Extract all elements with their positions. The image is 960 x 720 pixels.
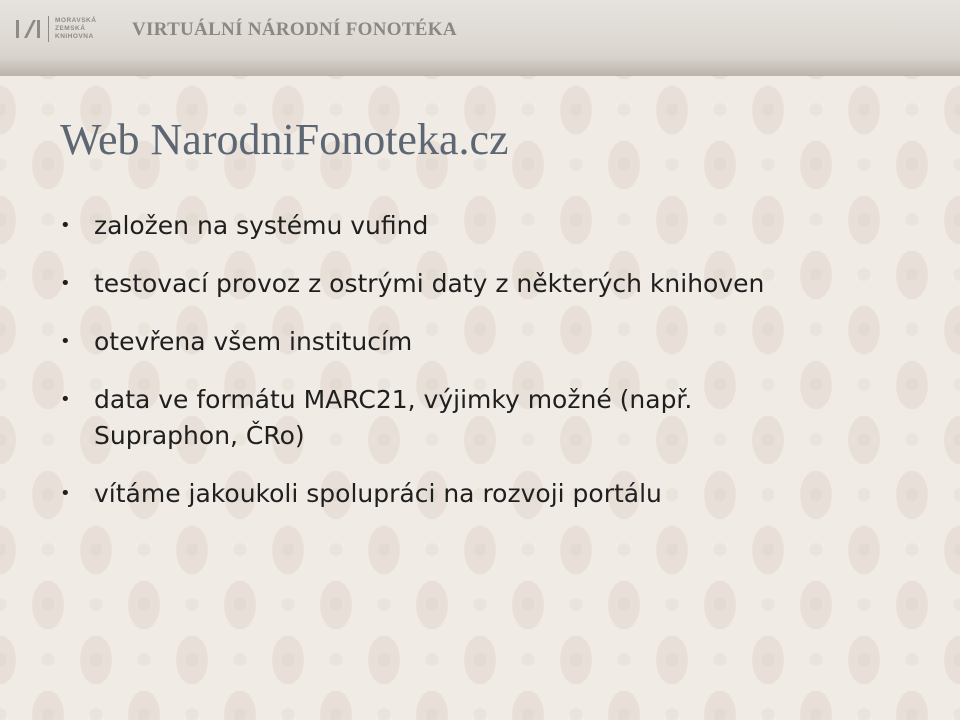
bullet-text: testovací provoz z ostrými daty z některých knihoven — [94, 269, 765, 298]
logo-line-1: MORAVSKÁ — [55, 17, 97, 24]
slide-title: Web NarodniFonoteka.cz — [60, 115, 509, 164]
bullet-icon: • — [60, 483, 71, 504]
header-band — [0, 0, 960, 76]
library-logo[interactable] — [14, 14, 126, 44]
logo-line-2: ZEMSKÁ — [55, 25, 86, 32]
bullet-list — [60, 208, 920, 534]
bullet-text: založen na systému vufind — [94, 211, 429, 240]
list-item — [60, 382, 920, 454]
list-item — [60, 208, 920, 244]
site-title: VIRTUÁLNÍ NÁRODNÍ FONOTÉKA — [132, 19, 457, 40]
bullet-icon: • — [60, 389, 71, 410]
bullet-text: vítáme jakoukoli spolupráci na rozvoji portálu — [94, 479, 662, 508]
list-item — [60, 324, 920, 360]
logo-text — [55, 17, 96, 41]
logo-divider — [48, 16, 49, 42]
bullet-icon: • — [60, 273, 71, 294]
list-item — [60, 476, 920, 512]
bullet-icon: • — [60, 215, 71, 236]
logo-line-3: KNIHOVNA — [55, 33, 94, 40]
bullet-icon: • — [60, 331, 71, 352]
mzk-logo-icon — [14, 16, 42, 42]
list-item — [60, 266, 920, 302]
bullet-text: data ve formátu MARC21, výjimky možné (např. Supraphon, ČRo) — [94, 385, 693, 450]
bullet-text: otevřena všem institucím — [94, 327, 413, 356]
